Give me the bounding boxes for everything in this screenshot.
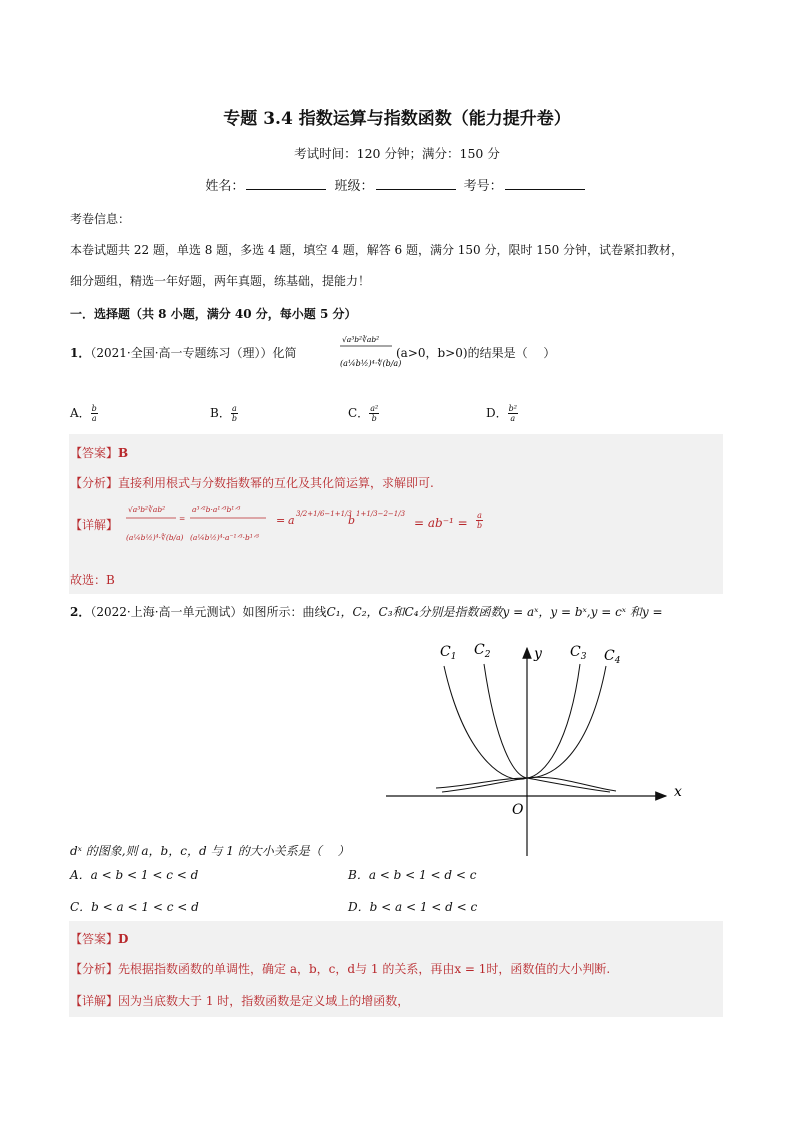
q2-stem-curves: C₁，C₂，C₃和C₄分别是指数函数 <box>326 605 503 619</box>
q2-answer-value: D <box>118 932 129 946</box>
q1-answer <box>70 444 128 461</box>
q2-stem-funcs: y = aˣ，y = bˣ,y = cˣ 和y = <box>502 605 663 619</box>
q2-source: （2022·上海·高一单元测试）如图所示：曲线 <box>90 605 327 619</box>
option-c-math: $\frac{\text{a²}}{b}$ <box>370 404 379 423</box>
svg-text:√a³b²∛ab²: √a³b²∛ab² <box>342 335 380 344</box>
q2-analysis-tag: 【分析】 <box>70 962 119 976</box>
svg-text:√a³b²∛ab²: √a³b²∛ab² <box>128 505 166 514</box>
q2-option-b[interactable]: B．a < b < 1 < d < c <box>348 868 477 882</box>
option-c-label: C． <box>348 406 370 420</box>
q2-analysis <box>70 960 610 977</box>
info-line-2: 细分题组，精选一年好题，两年真题，练基础，提能力！ <box>70 274 371 288</box>
exam-time: 考试时间：120 分钟；满分：150 分 <box>294 146 500 161</box>
label-c2: $C_2$ <box>474 642 491 660</box>
q1-option-d[interactable] <box>486 404 518 423</box>
label-c1: $C_1$ <box>440 644 457 662</box>
q1-option-a[interactable] <box>70 404 98 423</box>
label-y: y <box>534 646 542 662</box>
class-label: 班级： <box>334 179 374 194</box>
label-origin: O <box>512 802 524 818</box>
option-a-label: A． <box>70 406 91 420</box>
q1-option-b[interactable] <box>210 404 238 423</box>
page-title: 专题 3.4 指数运算与指数函数（能力提升卷） <box>223 109 571 129</box>
curve-c1 <box>444 666 616 791</box>
svg-text:b: b <box>348 514 356 527</box>
q2-detail-tag: 【详解】 <box>70 994 119 1008</box>
number-field[interactable] <box>505 177 585 190</box>
q2-analysis-text: 先根据指数函数的单调性，确定 a，b，c，d与 1 的关系，再由x = 1时，函数值的大小判断. <box>118 962 611 976</box>
question-1 <box>70 344 297 361</box>
q2-option-a[interactable]: A．a < b < 1 < c < d <box>70 868 199 882</box>
svg-text:a: a <box>288 514 295 527</box>
name-label: 姓名： <box>205 179 245 194</box>
q1-analysis-text: 直接利用根式与分数指数幂的互化及其化简运算，求解即可. <box>118 476 434 490</box>
q1-answer-tag: 【答案】 <box>70 446 119 460</box>
option-a-math: $\frac{b}{a}$ <box>91 404 97 423</box>
section-heading: 一．选择题（共 8 小题，满分 40 分，每小题 5 分） <box>70 307 357 321</box>
q1-analysis-tag: 【分析】 <box>70 476 119 490</box>
q2-graph <box>384 636 694 862</box>
class-field[interactable] <box>376 177 456 190</box>
option-b-math: $\frac{a}{b}$ <box>231 404 237 423</box>
svg-text:3/2+1/6−1+1/3: 3/2+1/6−1+1/3 <box>296 510 352 518</box>
q2-answer-tag: 【答案】 <box>70 932 119 946</box>
q1-number: 1． <box>70 346 91 360</box>
q1-conclusion <box>70 571 115 588</box>
q1-detail <box>70 516 118 533</box>
svg-text:(a¼b½)⁴·∜(b/a): (a¼b½)⁴·∜(b/a) <box>340 359 402 368</box>
svg-text:a³ᐟ²b·a¹ᐟ³b¹ᐟ³: a³ᐟ²b·a¹ᐟ³b¹ᐟ³ <box>192 505 241 514</box>
svg-text:=: = <box>179 514 186 523</box>
q2-answer <box>70 930 128 947</box>
q2-detail <box>70 992 409 1009</box>
label-c4: $C_4$ <box>604 648 621 666</box>
question-2 <box>70 603 663 620</box>
curve-c2 <box>484 664 610 792</box>
svg-text:(a¼b½)⁴·a⁻¹ᐟ³·b¹ᐟ³: (a¼b½)⁴·a⁻¹ᐟ³·b¹ᐟ³ <box>190 533 260 542</box>
q1-answer-value: B <box>118 446 129 460</box>
name-field[interactable] <box>246 177 326 190</box>
q2-number: 2． <box>70 605 91 619</box>
q2-detail-text: 因为当底数大于 1 时，指数函数是定义域上的增函数， <box>118 994 410 1008</box>
q1-analysis <box>70 474 434 491</box>
option-d-label: D． <box>486 406 508 420</box>
svg-text:1+1/3−2−1/3: 1+1/3−2−1/3 <box>356 510 406 518</box>
svg-text:(a¼b½)⁴·∜(b/a): (a¼b½)⁴·∜(b/a) <box>126 533 184 542</box>
q1-source: （2021·全国·高一专题练习（理））化简 <box>90 346 297 360</box>
q1-option-c[interactable] <box>348 404 379 423</box>
curve-c4 <box>436 666 606 788</box>
q1-fraction-svg <box>338 332 402 384</box>
info-line-1: 本卷试题共 22 题，单选 8 题，多选 4 题，填空 4 题，解答 6 题，满分 150 分，限时 150 分钟，试卷紧扣教材， <box>70 243 684 257</box>
q1-detail-tag: 【详解】 <box>70 518 119 532</box>
option-d-math: $\frac{\text{b²}}{a}$ <box>508 404 517 423</box>
result-fraction: $\frac{a}{b}$ <box>477 511 483 530</box>
svg-text:=: = <box>276 514 286 527</box>
q1-expression <box>338 332 402 388</box>
q1-conclusion-text: 故选：B <box>70 573 115 587</box>
q2-option-d[interactable]: D．b < a < 1 < d < c <box>348 900 478 914</box>
option-b-label: B． <box>210 406 231 420</box>
curve-c3 <box>442 664 580 792</box>
label-c3: $C_3$ <box>570 644 587 662</box>
q1-detail-formula <box>126 498 496 562</box>
student-info-row <box>0 175 794 194</box>
label-x: x <box>674 784 682 800</box>
q2-stem-cont: dˣ 的图象,则 a，b，c，d 与 1 的大小关系是（ ） <box>70 844 350 858</box>
info-heading: 考卷信息： <box>70 212 131 226</box>
q2-graph-svg <box>384 636 694 858</box>
q1-condition: (a>0，b>0)的结果是（ ） <box>396 346 556 360</box>
q2-option-c[interactable]: C．b < a < 1 < c < d <box>70 900 199 914</box>
number-label: 考号： <box>463 179 503 194</box>
q1-detail-result: = ab⁻¹ = <box>414 516 468 530</box>
q1-detail-result-frac <box>476 510 483 530</box>
